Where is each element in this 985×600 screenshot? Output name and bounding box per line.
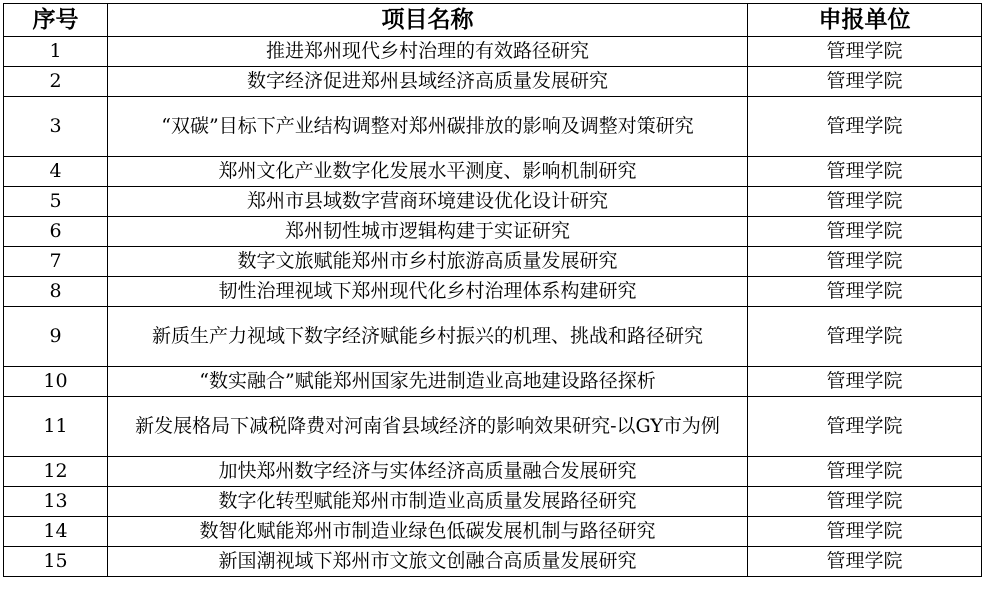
row-unit: 管理学院 — [748, 277, 982, 307]
row-name: “双碳”目标下产业结构调整对郑州碳排放的影响及调整对策研究 — [108, 97, 748, 157]
row-no: 6 — [4, 217, 108, 247]
row-no: 15 — [4, 547, 108, 577]
row-unit: 管理学院 — [748, 457, 982, 487]
row-no: 1 — [4, 37, 108, 67]
row-name: 新国潮视域下郑州市文旅文创融合高质量发展研究 — [108, 547, 748, 577]
table-row — [4, 397, 982, 457]
header-unit: 申报单位 — [748, 4, 982, 37]
table-row — [4, 67, 982, 97]
row-unit: 管理学院 — [748, 367, 982, 397]
row-name: 数字文旅赋能郑州市乡村旅游高质量发展研究 — [108, 247, 748, 277]
row-name: 推进郑州现代乡村治理的有效路径研究 — [108, 37, 748, 67]
row-no: 4 — [4, 157, 108, 187]
row-no: 9 — [4, 307, 108, 367]
row-no: 3 — [4, 97, 108, 157]
row-name: 韧性治理视域下郑州现代化乡村治理体系构建研究 — [108, 277, 748, 307]
row-name: 数智化赋能郑州市制造业绿色低碳发展机制与路径研究 — [108, 517, 748, 547]
row-name: 数字经济促进郑州县域经济高质量发展研究 — [108, 67, 748, 97]
header-name: 项目名称 — [108, 4, 748, 37]
row-unit: 管理学院 — [748, 487, 982, 517]
row-no: 11 — [4, 397, 108, 457]
row-no: 8 — [4, 277, 108, 307]
row-unit: 管理学院 — [748, 307, 982, 367]
table-row — [4, 187, 982, 217]
row-unit: 管理学院 — [748, 547, 982, 577]
row-unit: 管理学院 — [748, 247, 982, 277]
row-no: 10 — [4, 367, 108, 397]
row-name: 加快郑州数字经济与实体经济高质量融合发展研究 — [108, 457, 748, 487]
row-unit: 管理学院 — [748, 397, 982, 457]
row-name: 郑州文化产业数字化发展水平测度、影响机制研究 — [108, 157, 748, 187]
table-row — [4, 277, 982, 307]
table-row — [4, 517, 982, 547]
row-unit: 管理学院 — [748, 157, 982, 187]
row-name: 新发展格局下减税降费对河南省县域经济的影响效果研究-以GY市为例 — [108, 397, 748, 457]
table-row — [4, 307, 982, 367]
header-row — [4, 4, 982, 37]
row-no: 5 — [4, 187, 108, 217]
table-row — [4, 547, 982, 577]
row-name: 郑州市县域数字营商环境建设优化设计研究 — [108, 187, 748, 217]
row-no: 13 — [4, 487, 108, 517]
row-name: 数字化转型赋能郑州市制造业高质量发展路径研究 — [108, 487, 748, 517]
table-row — [4, 217, 982, 247]
header-no: 序号 — [4, 4, 108, 37]
row-unit: 管理学院 — [748, 37, 982, 67]
row-unit: 管理学院 — [748, 67, 982, 97]
table-row — [4, 247, 982, 277]
row-name: “数实融合”赋能郑州国家先进制造业高地建设路径探析 — [108, 367, 748, 397]
row-name: 新质生产力视域下数字经济赋能乡村振兴的机理、挑战和路径研究 — [108, 307, 748, 367]
row-unit: 管理学院 — [748, 97, 982, 157]
project-table — [3, 3, 982, 577]
row-no: 14 — [4, 517, 108, 547]
row-name: 郑州韧性城市逻辑构建于实证研究 — [108, 217, 748, 247]
row-unit: 管理学院 — [748, 517, 982, 547]
table-row — [4, 487, 982, 517]
row-no: 2 — [4, 67, 108, 97]
table-row — [4, 37, 982, 67]
table-row — [4, 97, 982, 157]
table-row — [4, 367, 982, 397]
table-row — [4, 457, 982, 487]
row-no: 7 — [4, 247, 108, 277]
table-row — [4, 157, 982, 187]
row-no: 12 — [4, 457, 108, 487]
row-unit: 管理学院 — [748, 217, 982, 247]
row-unit: 管理学院 — [748, 187, 982, 217]
